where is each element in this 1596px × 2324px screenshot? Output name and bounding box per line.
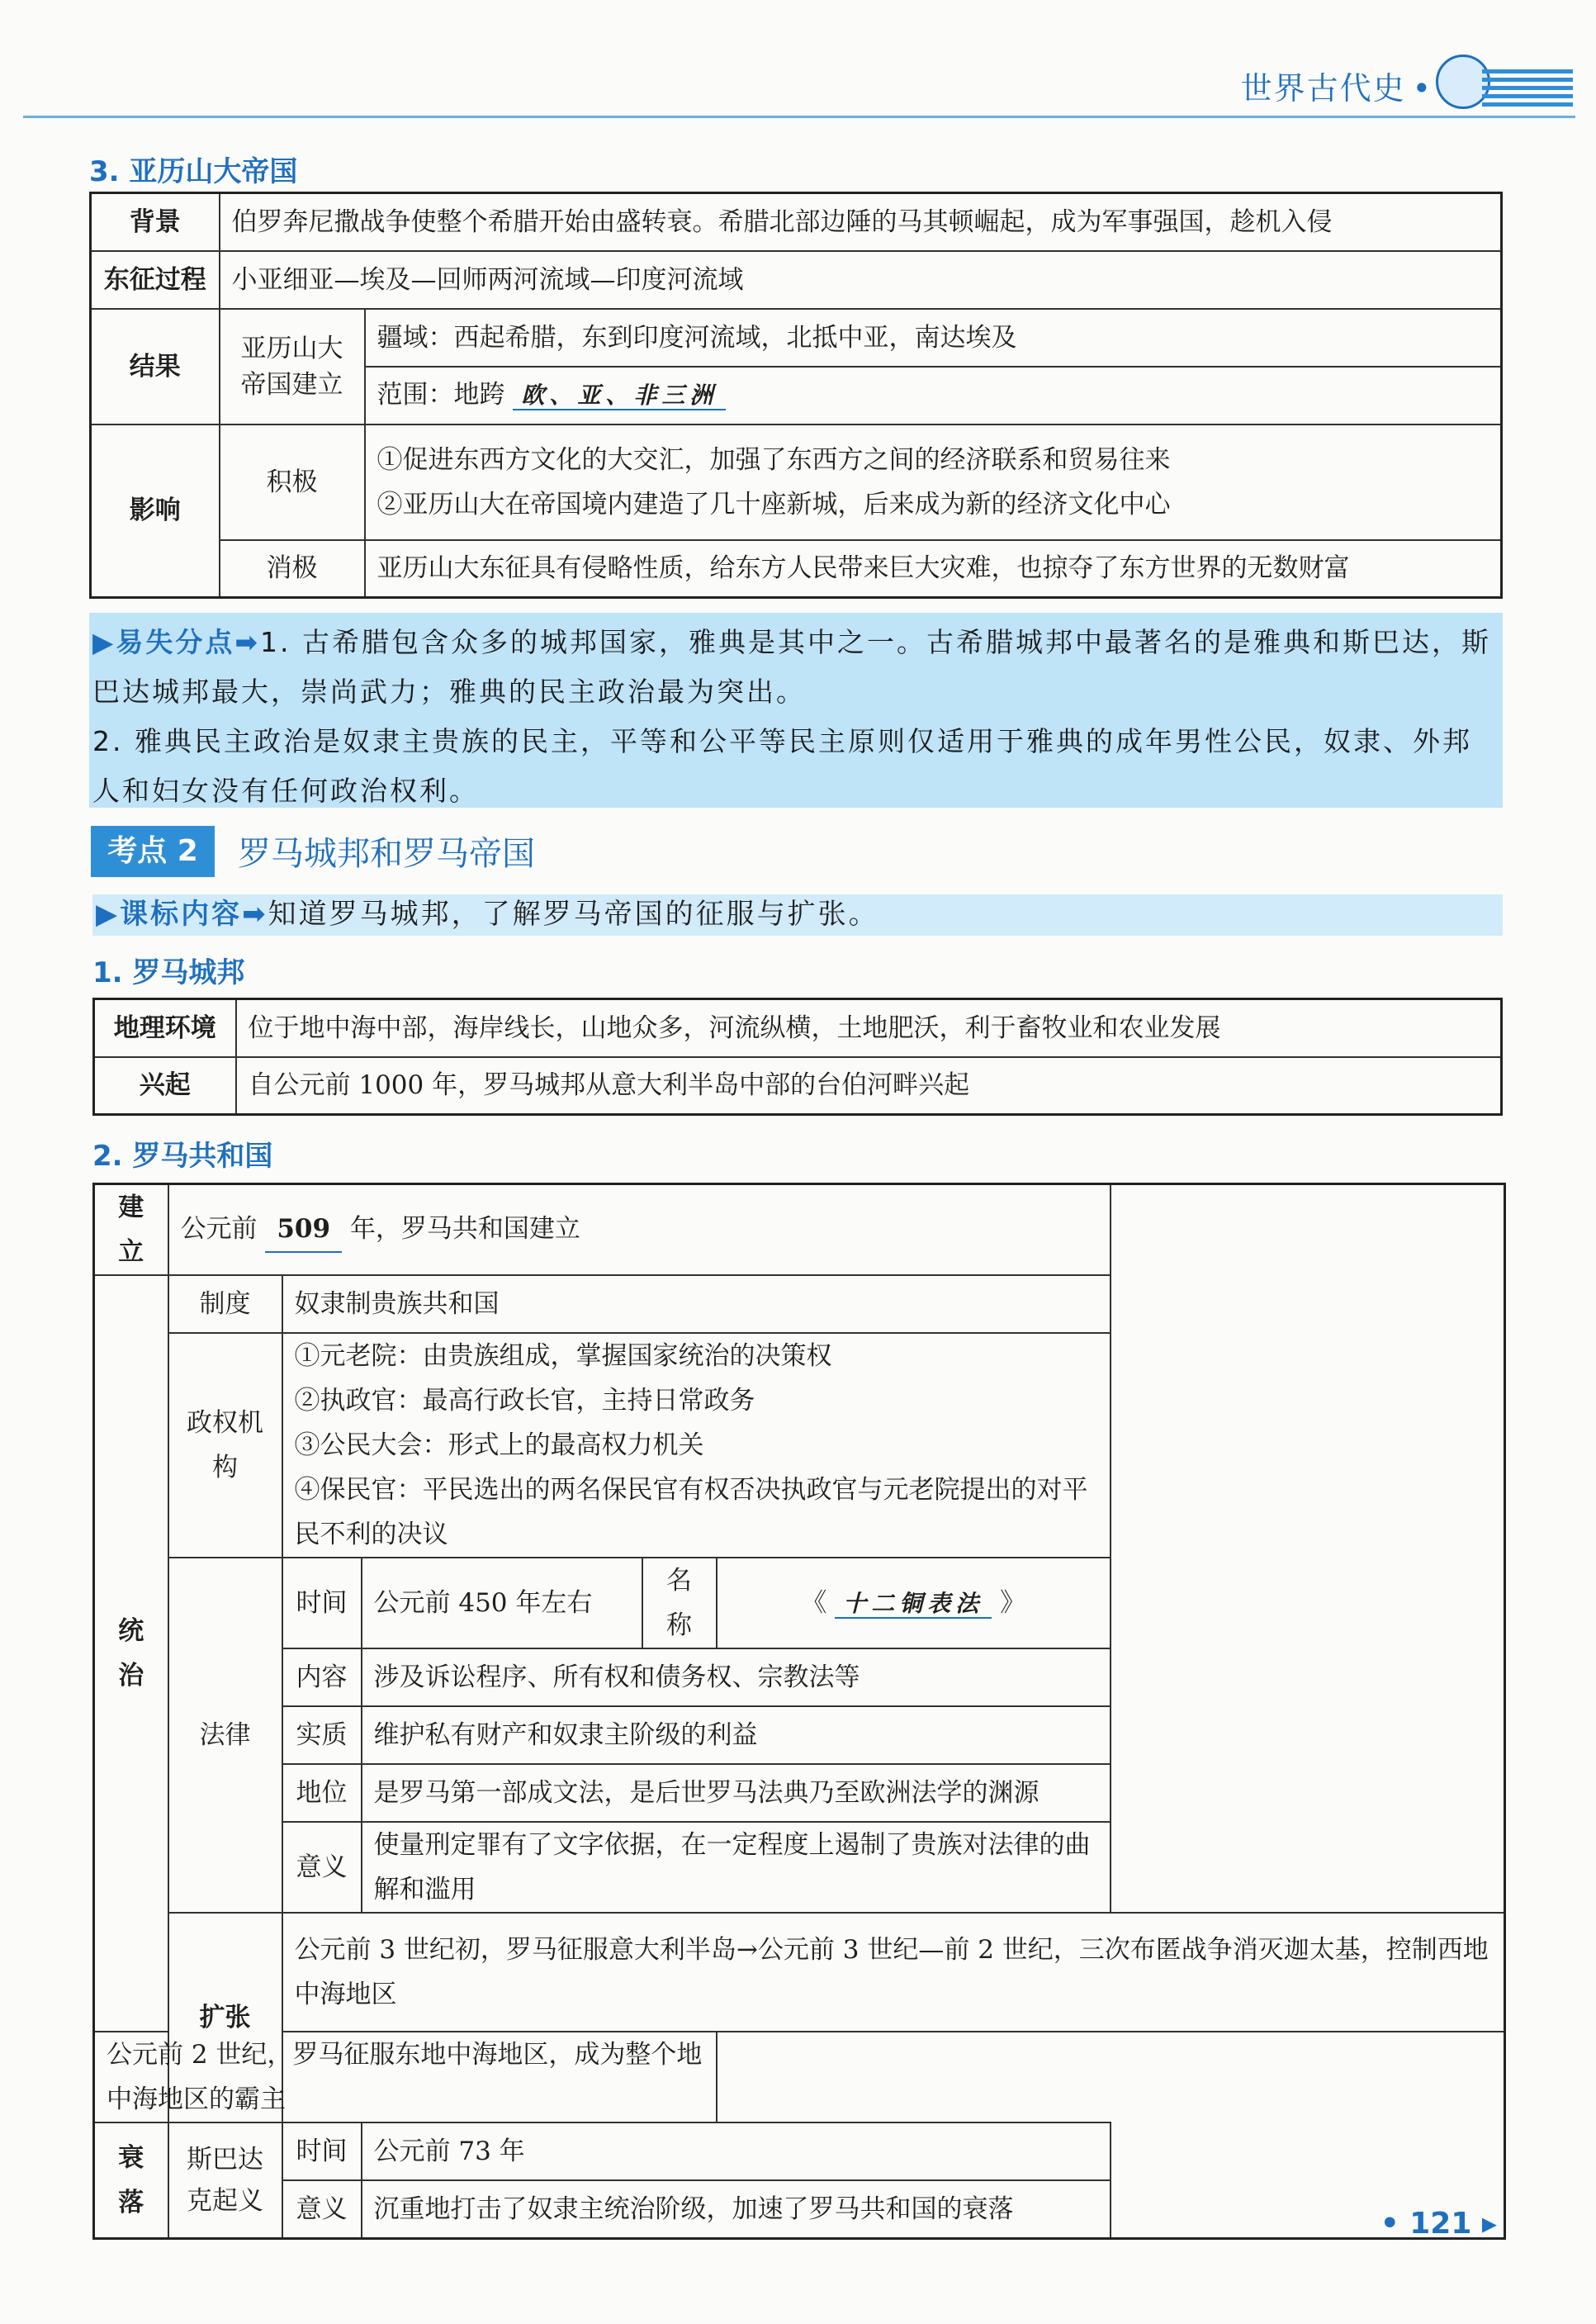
sp-meaning-text: 沉重地打击了奴隶主统治阶级，加速了罗马共和国的衰落 — [362, 2180, 1111, 2238]
label-law-content: 内容 — [282, 1648, 362, 1706]
label-geography: 地理环境 — [94, 999, 236, 1057]
label-background: 背景 — [91, 193, 220, 251]
label-system: 制度 — [168, 1275, 282, 1333]
roman-city-table — [92, 998, 1503, 1116]
label-result: 结果 — [91, 309, 220, 424]
campaign-route: 小亚细亚—埃及—回师两河流域—印度河流域 — [220, 251, 1502, 309]
label-rise: 兴起 — [94, 1057, 236, 1115]
law-essence-text: 维护私有财产和奴隶主阶级的利益 — [362, 1706, 1111, 1764]
label-law-name: 名称 — [642, 1558, 717, 1648]
label-decline: 衰落 — [94, 2122, 168, 2238]
curriculum-tag: ▶课标内容➡ — [96, 898, 268, 931]
result-sub: 亚历山大帝国建立 — [220, 309, 365, 424]
law-time-text: 公元前 450 年左右 — [362, 1558, 642, 1648]
label-positive: 积极 — [220, 424, 365, 540]
geography-text: 位于地中海中部，海岸线长，山地众多，河流纵横，土地肥沃，利于畜牧业和农业发展 — [236, 999, 1502, 1057]
section-title-alexander: 3. 亚历山大帝国 — [89, 155, 298, 188]
tip-paragraph-1: 1. 古希腊包含众多的城邦国家，雅典是其中之一。古希腊城邦中最著名的是雅典和斯巴达，斯巴达城邦最大，崇尚武力；雅典的民主政治最为突出。 — [92, 626, 1492, 708]
organ-tribune: ④保民官：平民选出的两名保民官有权否决执政官与元老院提出的对平民不利的决议 — [294, 1475, 1088, 1549]
law-meaning-text: 使量刑定罪有了文字依据，在一定程度上遏制了贵族对法律的曲解和滥用 — [362, 1822, 1111, 1913]
label-campaign: 东征过程 — [91, 251, 220, 309]
header-rule — [23, 116, 1575, 118]
page-number: • 121 ▸ — [1380, 2207, 1497, 2241]
founding-text: 公元前 509 年，罗马共和国建立 — [168, 1184, 1111, 1276]
kaodian-label: 考点 2 — [91, 826, 215, 877]
positive-item-2: ②亚历山大在帝国境内建造了几十座新城，后来成为新的经济文化中心 — [377, 489, 1171, 519]
result-scope: 范围：地跨 欧、亚、非三洲 — [365, 367, 1502, 424]
label-law: 法律 — [168, 1558, 282, 1913]
label-law-meaning: 意义 — [282, 1822, 362, 1913]
alexander-empire-table — [89, 192, 1503, 599]
label-sp-time: 时间 — [282, 2122, 362, 2180]
label-law-status: 地位 — [282, 1764, 362, 1822]
running-header: 世界古代史 • — [1240, 70, 1433, 107]
label-expansion: 扩张 — [168, 1913, 282, 2122]
tip-paragraph-2: 2. 雅典民主政治是奴隶主贵族的民主，平等和公平等民主原则仅适用于雅典的成年男性公民，奴隶、外邦人和妇女没有任何政治权利。 — [92, 725, 1472, 807]
roman-republic-table — [92, 1183, 1506, 2240]
kaodian-title: 罗马城邦和罗马帝国 — [238, 835, 535, 873]
organ-consul: ②执政官：最高行政长官，主持日常政务 — [294, 1386, 755, 1416]
label-impact: 影响 — [91, 424, 220, 598]
positive-item-1: ①促进东西方文化的大交汇，加强了东西方之间的经济联系和贸易往来 — [377, 444, 1171, 475]
label-sp-meaning: 意义 — [282, 2180, 362, 2238]
founding-year-fill: 509 — [265, 1207, 342, 1253]
label-negative: 消极 — [220, 540, 365, 598]
label-government: 政权机构 — [168, 1333, 282, 1558]
negative-text: 亚历山大东征具有侵略性质，给东方人民带来巨大灾难，也掠夺了东方世界的无数财富 — [365, 540, 1502, 598]
law-status-text: 是罗马第一部成文法，是后世罗马法典乃至欧洲法学的渊源 — [362, 1764, 1111, 1822]
law-name-fill: 十二铜表法 — [835, 1590, 992, 1619]
label-law-essence: 实质 — [282, 1706, 362, 1764]
curriculum-text: ▶课标内容➡知道罗马城邦，了解罗马帝国的征服与扩张。 — [96, 898, 879, 931]
tip-tag: ▶易失分点➡ — [92, 626, 261, 658]
scope-fill: 欧、亚、非三洲 — [513, 382, 726, 410]
background-text: 伯罗奔尼撒战争使整个希腊开始由盛转衰。希腊北部边陲的马其顿崛起，成为军事强国，趁机入侵 — [220, 193, 1502, 251]
label-founding: 建立 — [94, 1184, 168, 1276]
law-name-text: 《 十二铜表法 》 — [717, 1558, 1111, 1648]
result-territory: 疆域：西起希腊，东到印度河流域，北抵中亚，南达埃及 — [365, 309, 1502, 367]
system-text: 奴隶制贵族共和国 — [282, 1275, 1111, 1333]
header-stripes — [1482, 69, 1573, 111]
expansion-text-2: 公元前 2 世纪，罗马征服东地中海地区，成为整个地中海地区的霸主 — [94, 2032, 717, 2122]
sp-time-text: 公元前 73 年 — [362, 2122, 1111, 2180]
rise-text: 自公元前 1000 年，罗马城邦从意大利半岛中部的台伯河畔兴起 — [236, 1057, 1502, 1115]
expansion-text-1: 公元前 3 世纪初，罗马征服意大利半岛→公元前 3 世纪—前 2 世纪，三次布匿战争消灭迦太基，控制西地中海地区 — [282, 1913, 1505, 2032]
organ-senate: ①元老院：由贵族组成，掌握国家统治的决策权 — [294, 1341, 832, 1371]
law-content-text: 涉及诉讼程序、所有权和债务权、宗教法等 — [362, 1648, 1111, 1706]
label-law-time: 时间 — [282, 1558, 362, 1648]
label-rule: 统治 — [94, 1275, 168, 2032]
label-spartacus: 斯巴达克起义 — [168, 2122, 282, 2238]
organ-assembly: ③公民大会：形式上的最高权力机关 — [294, 1430, 704, 1460]
section-title-roman-city: 1. 罗马城邦 — [92, 956, 245, 989]
section-title-roman-republic: 2. 罗马共和国 — [92, 1140, 273, 1173]
tip-text — [92, 618, 1499, 816]
